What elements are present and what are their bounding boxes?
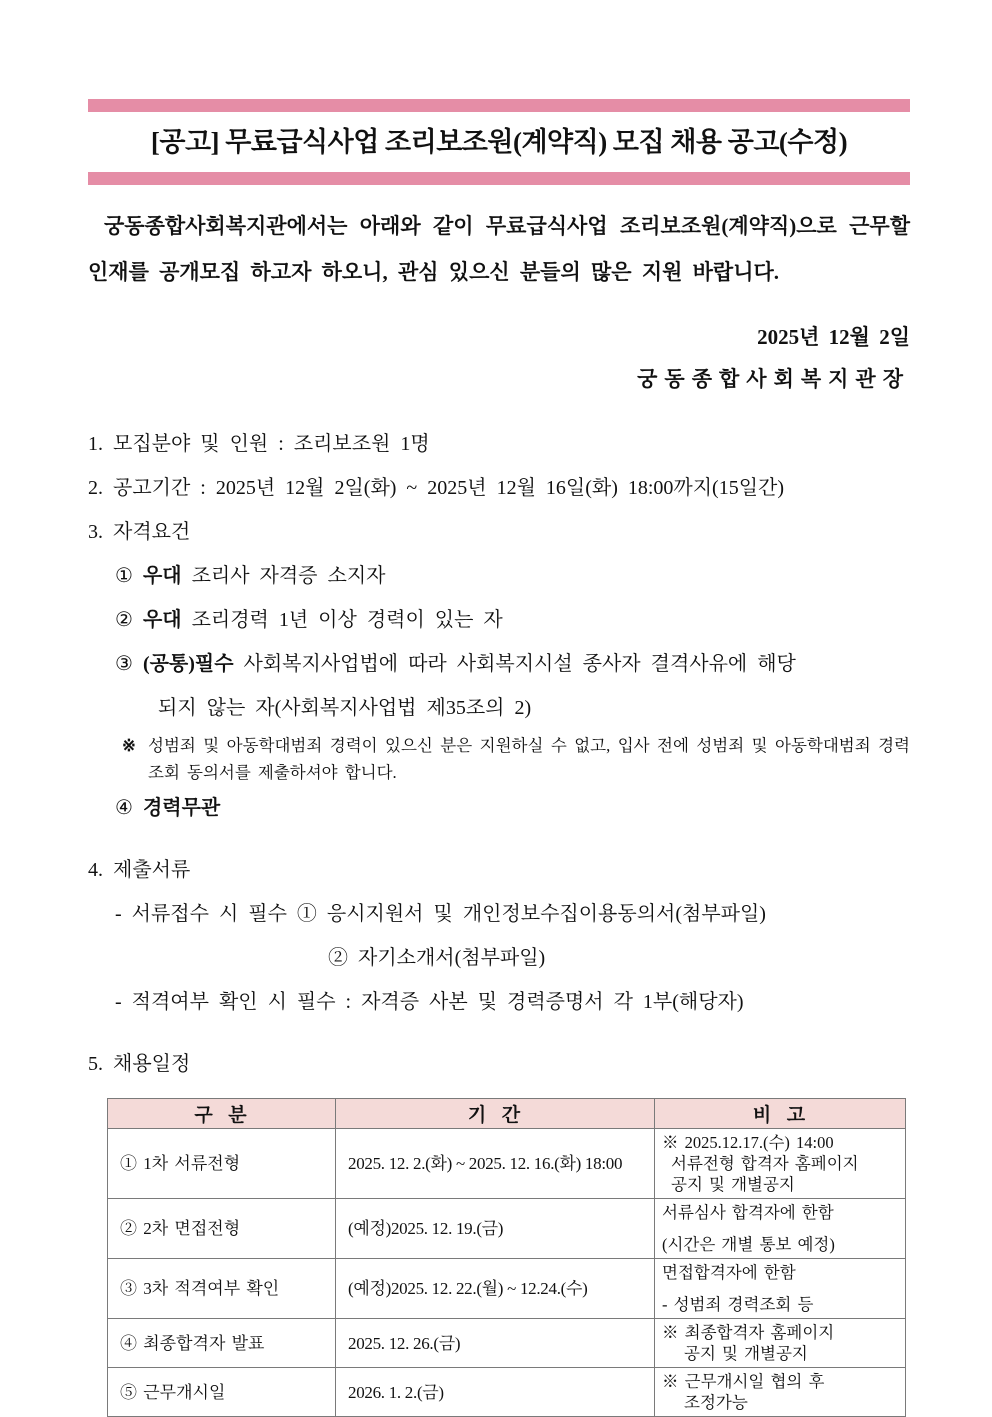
table-row xyxy=(108,1259,906,1319)
documents-eligibility-line: - 적격여부 확인 시 필수 : 자격증 사본 및 경력증명서 각 1부(해당자) xyxy=(115,991,744,1013)
table-row xyxy=(108,1129,906,1199)
section-schedule-heading: 5. 채용일정 xyxy=(88,1053,191,1075)
column-header-period: 기 간 xyxy=(336,1099,655,1129)
qualification-1-emphasis: 우대 xyxy=(142,565,182,587)
row-1-category: ① 1차 서류전형 xyxy=(108,1129,336,1199)
note-line: 서류심사 합격자에 한함 xyxy=(662,1203,834,1222)
row-1-note xyxy=(655,1129,906,1199)
spacer xyxy=(88,830,910,848)
documents-section xyxy=(88,848,910,1024)
note-line: 서류전형 합격자 홈페이지 xyxy=(671,1154,859,1173)
qualification-item-3 xyxy=(88,642,910,686)
row-3-note xyxy=(655,1259,906,1319)
circled-number-2: ② xyxy=(115,609,133,631)
criminal-record-note xyxy=(122,732,910,786)
row-5-note xyxy=(655,1368,906,1417)
column-header-category: 구 분 xyxy=(108,1099,336,1129)
section-documents-heading: 4. 제출서류 xyxy=(88,859,191,881)
row-2-category: ② 2차 면접전형 xyxy=(108,1199,336,1259)
qualification-item-4 xyxy=(88,786,910,830)
title-bottom-accent-bar xyxy=(88,172,910,185)
note-line: 공지 및 개별공지 xyxy=(684,1344,808,1363)
qualification-3-text: 사회복지사업법에 따라 사회복지시설 종사자 결격사유에 해당 xyxy=(243,653,796,675)
table-header-row xyxy=(108,1099,906,1129)
signature-line: 궁동종합사회복지관장 xyxy=(637,367,910,391)
section-recruit-field: 1. 모집분야 및 인원 : 조리보조원 1명 xyxy=(88,433,430,455)
qualification-3-emphasis: (공통)필수 xyxy=(142,653,234,675)
qualification-item-3-continued: 되지 않는 자(사회복지사업법 제35조의 2) xyxy=(158,697,532,719)
title-top-accent-bar xyxy=(88,99,910,112)
circled-number-3: ③ xyxy=(115,653,133,675)
page-title: [공고] 무료급식사업 조리보조원(계약직) 모집 채용 공고(수정) xyxy=(150,127,848,157)
note-line: 면접합격자에 한함 xyxy=(662,1263,796,1282)
qualification-1-text: 조리사 자격증 소지자 xyxy=(191,565,386,587)
note-line: 조정가능 xyxy=(684,1393,748,1412)
qualification-item-1 xyxy=(88,554,910,598)
intro-paragraph: 궁동종합사회복지관에서는 아래와 같이 무료급식사업 조리보조원(계약직)으로 근무할 인재를 공개모집 하고자 하오니, 관심 있으신 분들의 많은 지원 바랍니다. xyxy=(88,214,910,284)
row-2-note xyxy=(655,1199,906,1259)
row-3-category: ③ 3차 적격여부 확인 xyxy=(108,1259,336,1319)
section-notice-period: 2. 공고기간 : 2025년 12월 2일(화) ~ 2025년 12월 16일(화) 18:00까지(15일간) xyxy=(88,477,785,499)
section-qualifications-heading: 3. 자격요건 xyxy=(88,521,191,543)
note-line: (시간은 개별 통보 예정) xyxy=(662,1235,835,1254)
row-4-period: 2025. 12. 26.(금) xyxy=(336,1319,655,1368)
qualification-4-emphasis: 경력무관 xyxy=(142,797,221,819)
note-line: ※ 2025.12.17.(수) 14:00 xyxy=(662,1133,834,1152)
row-1-period: 2025. 12. 2.(화) ~ 2025. 12. 16.(화) 18:00 xyxy=(336,1129,655,1199)
reference-mark-icon: ※ xyxy=(122,736,136,755)
note-line: - 성범죄 경력조회 등 xyxy=(662,1295,814,1314)
row-4-note xyxy=(655,1319,906,1368)
circled-number-1: ① xyxy=(115,565,133,587)
schedule-section xyxy=(88,1042,910,1417)
row-4-category: ④ 최종합격자 발표 xyxy=(108,1319,336,1368)
spacer xyxy=(88,1024,910,1042)
announcement-date: 2025년 12월 2일 xyxy=(757,325,910,349)
row-5-category: ⑤ 근무개시일 xyxy=(108,1368,336,1417)
qualification-2-emphasis: 우대 xyxy=(142,609,182,631)
documents-required-line-2: ② 자기소개서(첨부파일) xyxy=(328,947,546,969)
table-row xyxy=(108,1199,906,1259)
criminal-record-note-text: 성범죄 및 아동학대범죄 경력이 있으신 분은 지원하실 수 없고, 입사 전에 성범죄 및 아동학대범죄 경력 조회 동의서를 제출하셔야 합니다. xyxy=(148,736,910,782)
row-5-period: 2026. 1. 2.(금) xyxy=(336,1368,655,1417)
schedule-table xyxy=(107,1098,906,1417)
circled-number-4: ④ xyxy=(115,797,133,819)
note-line: ※ 최종합격자 홈페이지 xyxy=(662,1323,835,1342)
qualification-item-2 xyxy=(88,598,910,642)
column-header-note: 비 고 xyxy=(655,1099,906,1129)
documents-required-line-1: - 서류접수 시 필수 ① 응시지원서 및 개인정보수집이용동의서(첨부파일) xyxy=(115,903,766,925)
body-sections xyxy=(88,422,910,830)
row-3-period: (예정)2025. 12. 22.(월) ~ 12.24.(수) xyxy=(336,1259,655,1319)
table-row xyxy=(108,1368,906,1417)
note-line: 공지 및 개별공지 xyxy=(671,1175,795,1194)
table-row xyxy=(108,1319,906,1368)
note-line: ※ 근무개시일 협의 후 xyxy=(662,1372,825,1391)
row-2-period: (예정)2025. 12. 19.(금) xyxy=(336,1199,655,1259)
qualification-2-text: 조리경력 1년 이상 경력이 있는 자 xyxy=(191,609,503,631)
